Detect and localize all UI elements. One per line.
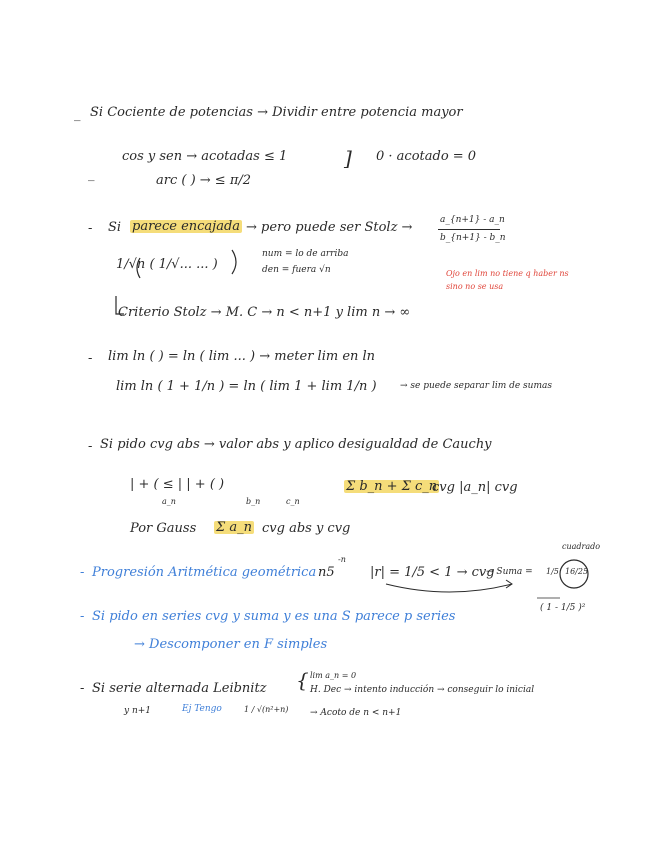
sum-frac: 1/5 [546, 567, 559, 576]
bullet-4: - [88, 351, 93, 366]
expr-denominator: ( 1 - 1/5 )² [540, 603, 586, 613]
note-ej-tengo: Ej Tengo [182, 704, 222, 714]
note-descomponer: → Descomponer en F simples [134, 637, 328, 652]
note-encajada-expr: 1/√n ( 1/√... ... ) [116, 257, 218, 272]
bullet-2: _ [88, 167, 95, 182]
expr-cvg-abs: cvg |a_n| cvg [432, 480, 518, 495]
note-progresion: Progresión Aritmética geométrica [92, 565, 317, 580]
expr-n5-exponent: -n [338, 555, 346, 564]
note-acoto: → Acoto de n < n+1 [310, 708, 402, 718]
bullet-1: _ [74, 107, 81, 122]
circled-result: 16/25 [565, 567, 589, 576]
sub-bn: b_n [246, 497, 261, 506]
note-separar-sumas: → se puede separar lim de sumas [400, 381, 552, 391]
note-criterio-stolz: Criterio Stolz → M. C → n < n+1 y lim n → ∞ [118, 305, 411, 320]
leibnitz-frac: 1 / √(n²+n) [244, 705, 289, 714]
brace-lim-an: lim a_n = 0 [310, 671, 357, 680]
sub-an: a_n [162, 497, 176, 506]
note-series-p: Si pido en series cvg y suma y es una S parece p series [92, 609, 456, 624]
brace-decreciente: H. Dec → intento inducción → conseguir lo inicial [310, 685, 535, 695]
highlight-sum-bn-cn: Σ b_n + Σ c_n [346, 479, 438, 494]
left-brace: { [296, 668, 309, 692]
stolz-frac-den: b_{n+1} - b_n [440, 233, 506, 243]
note-cero-por-acotado: 0 · acotado = 0 [376, 149, 477, 164]
expr-n5: n5 [318, 565, 335, 580]
note-y-n1: y n+1 [124, 706, 152, 716]
note-cvg-abs-cauchy: Si pido cvg abs → valor abs y aplico desigualdad de Cauchy [100, 437, 492, 452]
red-warning-note: Ojo en lim no tiene q haber ns sino no se usa [446, 269, 569, 291]
note-si: Si [108, 220, 122, 235]
highlight-sum-an: Σ a_n [216, 520, 252, 535]
note-den-fuera: den = fuera √n [262, 265, 331, 275]
expr-desigualdad: | + ( ≤ | | + ( ) [130, 477, 225, 492]
note-cociente-potencias: Si Cociente de potencias → Dividir entre potencia mayor [90, 105, 463, 120]
bullet-6: - [80, 565, 85, 580]
note-num-arriba: num = lo de arriba [262, 249, 349, 259]
label-cuadrado: cuadrado [562, 542, 601, 551]
bullet-8: - [80, 681, 85, 696]
note-lim-ln-example: lim ln ( 1 + 1/n ) = ln ( lim 1 + lim 1/n ) [116, 379, 377, 394]
stolz-frac-bar [438, 229, 500, 230]
stolz-frac-num: a_{n+1} - a_n [440, 215, 505, 225]
note-por-gauss: Por Gauss [130, 521, 197, 536]
right-bracket: ] [344, 146, 352, 170]
highlight-parece-encajada: parece encajada [132, 219, 241, 234]
bullet-5: - [88, 439, 93, 454]
bullet-3: - [88, 221, 93, 236]
note-suma: → Suma = [486, 567, 533, 577]
note-leibnitz: Si serie alternada Leibnitz [92, 681, 267, 696]
note-lim-ln: lim ln ( ) = ln ( lim ... ) → meter lim en ln [108, 349, 376, 364]
note-cos-sen-acotadas: cos y sen → acotadas ≤ 1 [122, 149, 288, 164]
sub-cn: c_n [286, 497, 300, 506]
expr-ratio: |r| = 1/5 < 1 → cvg [370, 565, 495, 580]
note-arc-acotado: arc ( ) → ≤ π/2 [156, 173, 252, 188]
note-cvg-abs-y-cvg: cvg abs y cvg [262, 521, 351, 536]
note-stolz: → pero puede ser Stolz → [246, 220, 413, 235]
bullet-7: - [80, 609, 85, 624]
